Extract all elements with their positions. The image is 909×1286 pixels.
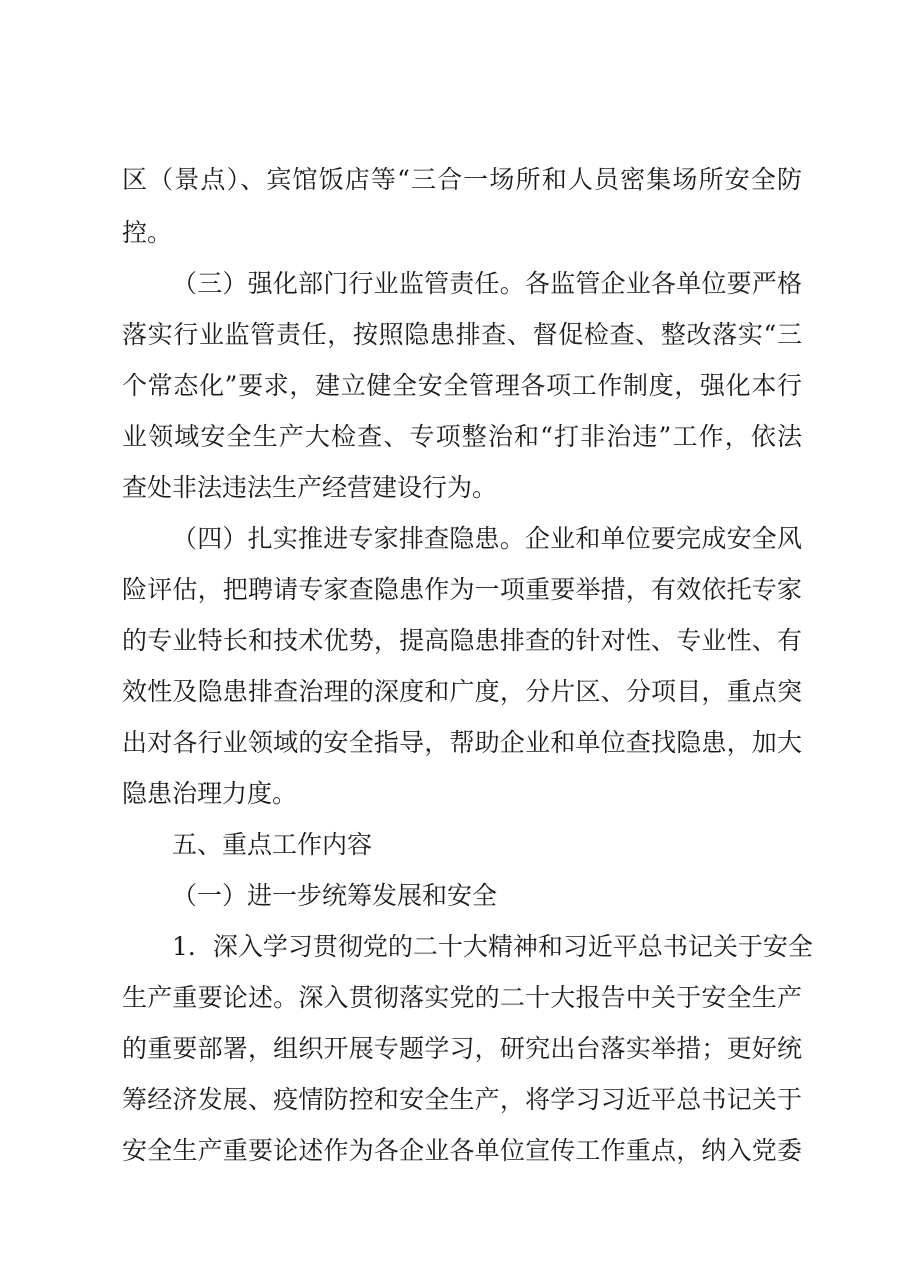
- text-line: 落实行业监管责任，按照隐患排查、督促检查、整改落实“三: [122, 320, 802, 349]
- text-line: 安全生产重要论述作为各企业各单位宣传工作重点，纳入党委: [122, 1136, 802, 1165]
- text-line: 区（景点）、宾馆饭店等“三合一场所和人员密集场所安全防: [122, 165, 802, 194]
- text-line: 查处非法违法生产经营建设行为。: [122, 473, 498, 502]
- text-line: 的重要部署，组织开展专题学习，研究出台落实举措；更好统: [122, 1034, 802, 1063]
- text-line: 险评估，把聘请专家查隐患作为一项重要举措，有效依托专家: [122, 575, 802, 604]
- text-line: 筹经济发展、疫情防控和安全生产，将学习习近平总书记关于: [122, 1085, 802, 1114]
- text-line: 个常态化”要求，建立健全安全管理各项工作制度，强化本行: [122, 371, 802, 400]
- paragraph-heading-4: （四）扎实推进专家排查隐患。企业和单位要完成安全风: [172, 524, 802, 553]
- section-heading-5: 五、重点工作内容: [172, 830, 373, 859]
- subsection-heading-1: （一）进一步统筹发展和安全: [172, 881, 498, 910]
- text-line: 生产重要论述。深入贯彻落实党的二十大报告中关于安全生产: [122, 983, 802, 1012]
- paragraph-heading-3: （三）强化部门行业监管责任。各监管企业各单位要严格: [172, 269, 802, 298]
- text-line: 的专业特长和技术优势，提高隐患排查的针对性、专业性、有: [122, 626, 802, 655]
- text-line: 隐患治理力度。: [122, 779, 298, 808]
- text-line: 出对各行业领域的安全指导，帮助企业和单位查找隐患，加大: [122, 728, 802, 757]
- text-line: 效性及隐患排查治理的深度和广度，分片区、分项目，重点突: [122, 677, 802, 706]
- text-line: 控。: [122, 218, 173, 247]
- text-line: 业领域安全生产大检查、专项整治和“打非治违”工作，依法: [122, 422, 802, 451]
- item-heading-1: 1．深入学习贯彻党的二十大精神和习近平总书记关于安全: [172, 932, 813, 961]
